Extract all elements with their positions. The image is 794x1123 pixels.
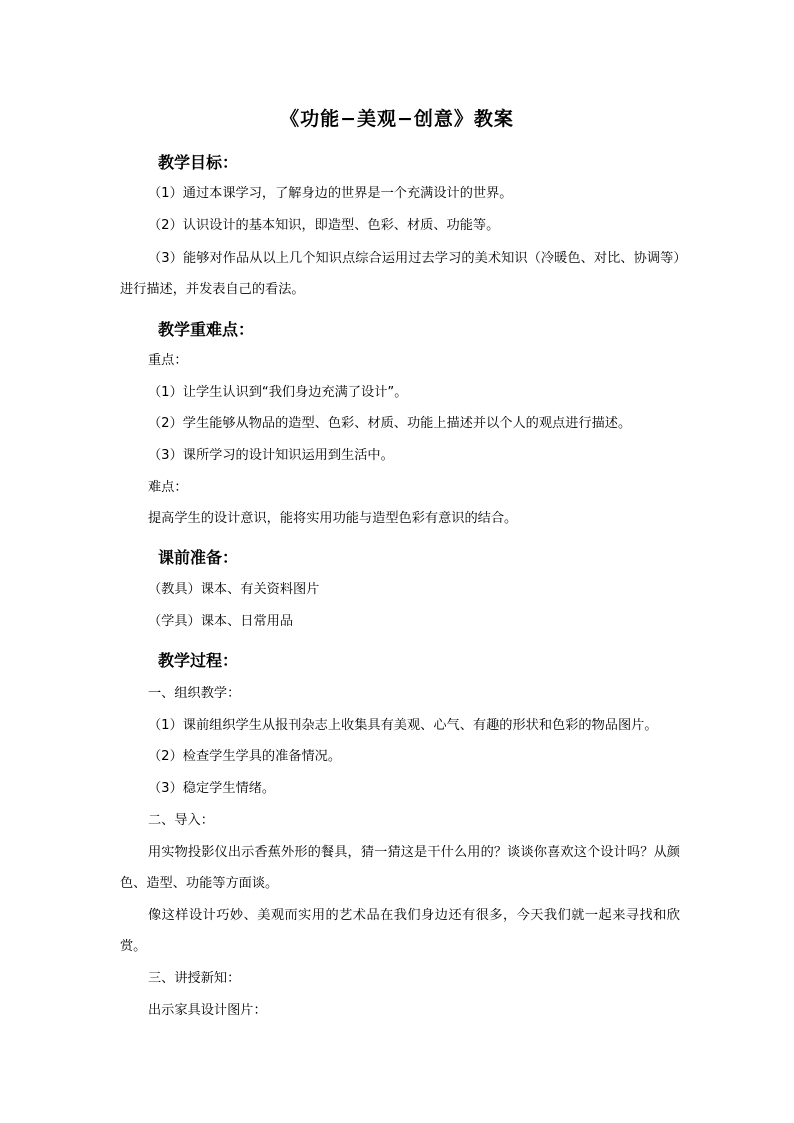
goal-item-2: （2）认识设计的基本知识，即造型、色彩、材质、功能等。 (148, 218, 500, 233)
page-title: 《功能−美观−创意》教案 (280, 108, 514, 130)
goal-item-3: （3）能够对作品从以上几个知识点综合运用过去学习的美术知识（冷暖色、对比、协调等）进行描述，并发表自己的看法。 (120, 251, 680, 297)
step1-item-3: （3）稳定学生情绪。 (148, 781, 276, 796)
step3-label: 三、讲授新知： (148, 971, 241, 986)
prep-item-teacher: （教具）课本、有关资料图片 (148, 582, 320, 597)
section-heading-preparation: 课前准备： (158, 548, 239, 567)
step3-text: 出示家具设计图片： (148, 1003, 267, 1018)
section-heading-goals: 教学目标： (158, 153, 239, 172)
step2-paragraph-2: 像这样设计巧妙、美观而实用的艺术品在我们身边还有很多，今天我们就一起来寻找和欣赏。 (120, 908, 680, 954)
step1-item-2: （2）检查学生学具的准备情况。 (148, 749, 342, 764)
focus-item-1: （1）让学生认识到“我们身边充满了设计”。 (148, 385, 408, 400)
prep-item-student: （学具）课本、日常用品 (148, 614, 294, 629)
focus-item-3: （3）课所学习的设计知识运用到生活中。 (148, 448, 394, 463)
focus-item-2: （2）学生能够从物品的造型、色彩、材质、功能上描述并以个人的观点进行描述。 (148, 416, 632, 431)
focus-label: 重点： (148, 353, 188, 368)
section-heading-key-points: 教学重难点： (158, 320, 255, 339)
step1-label: 一、组织教学： (148, 686, 241, 701)
difficulty-label: 难点： (148, 480, 188, 495)
section-heading-process: 教学过程： (158, 651, 239, 670)
step2-paragraph-1: 用实物投影仪出示香蕉外形的餐具，猜一猜这是干什么用的？谈谈你喜欢这个设计吗？从颜色、造型、功能等方面谈。 (120, 845, 680, 891)
step2-label: 二、导入： (148, 813, 214, 828)
goal-item-1: （1）通过本课学习，了解身边的世界是一个充满设计的世界。 (148, 186, 513, 201)
difficulty-text: 提高学生的设计意识，能将实用功能与造型色彩有意识的结合。 (148, 511, 518, 526)
step1-item-1: （1）课前组织学生从报刊杂志上收集具有美观、心气、有趣的形状和色彩的物品图片。 (148, 718, 658, 733)
